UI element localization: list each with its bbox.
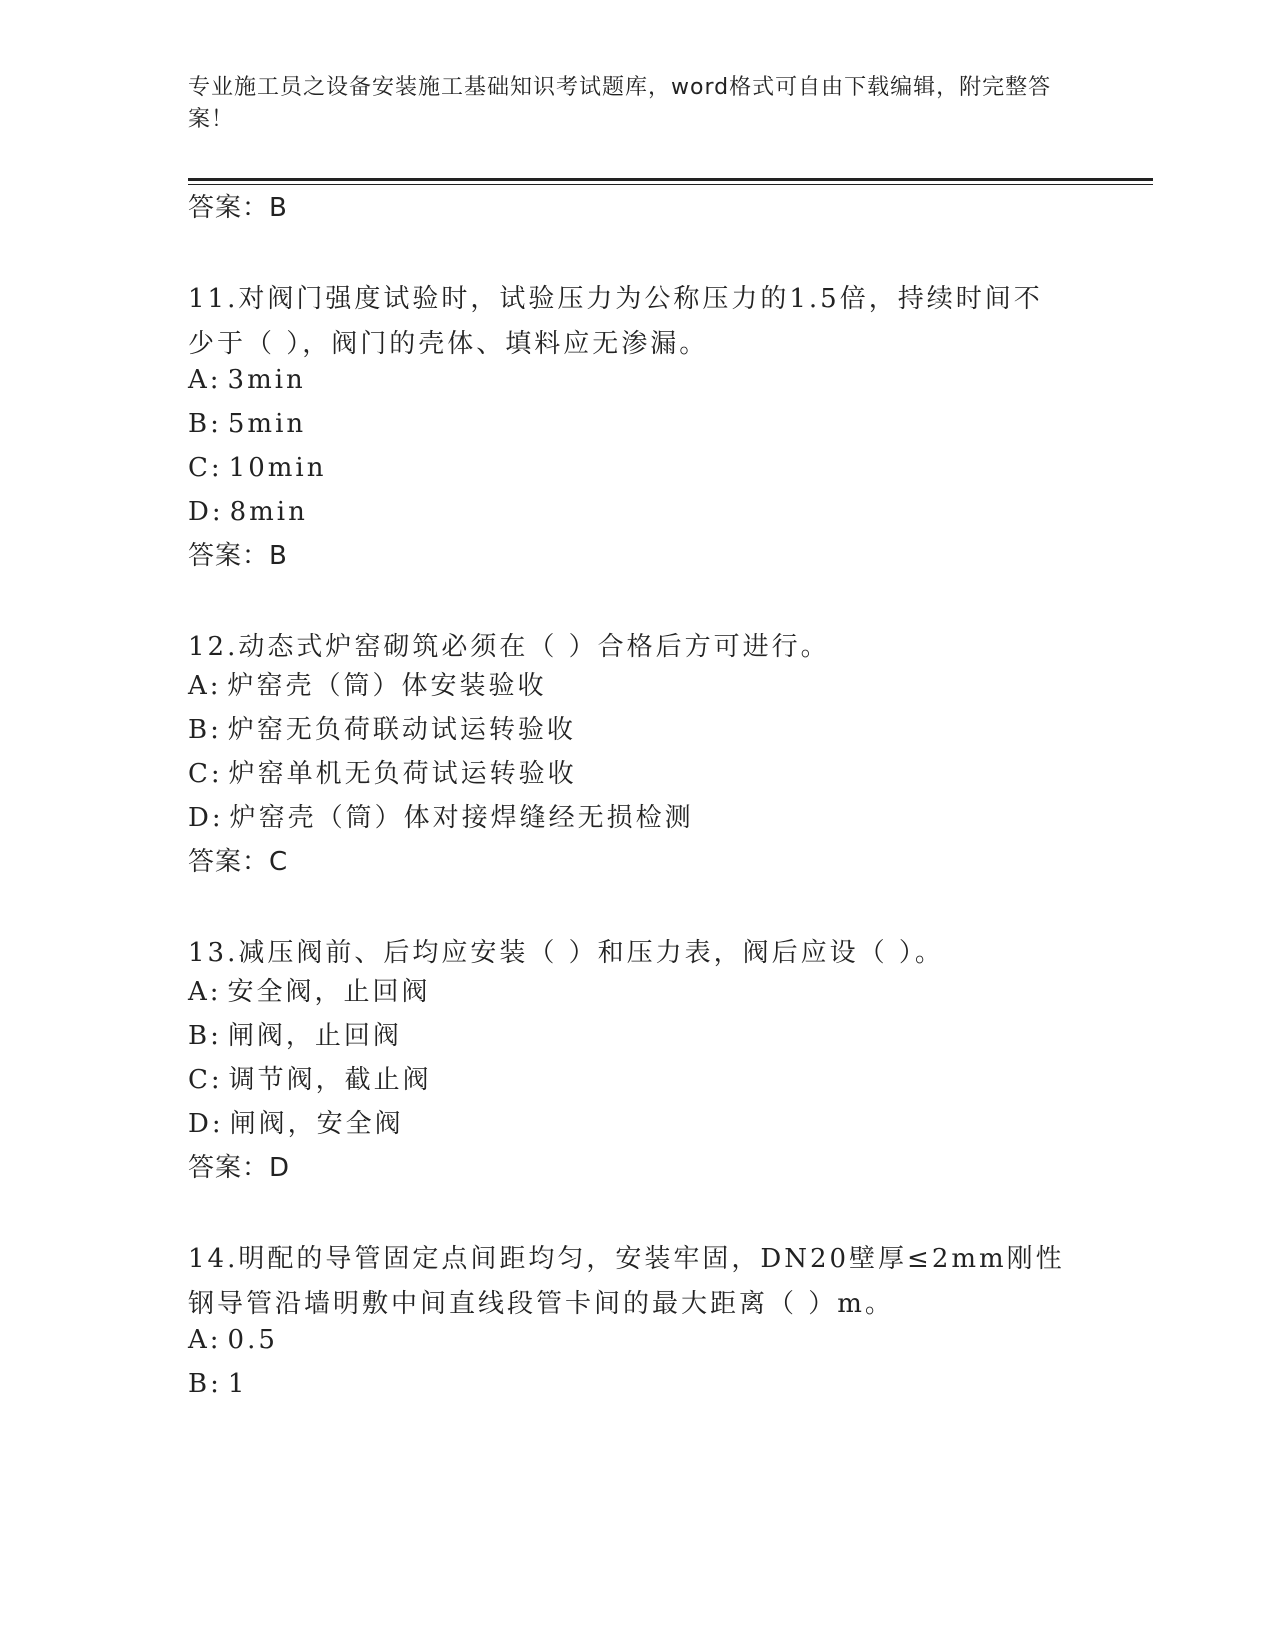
question-11-stem: 11.对阀门强度试验时，试验压力为公称压力的1.5倍，持续时间不少于（ ），阀门的壳体、填料应无渗漏。 bbox=[188, 284, 1043, 359]
question-12-option-b: B: 炉窑无负荷联动试运转验收 bbox=[188, 715, 576, 745]
question-13-option-d: D: 闸阀，安全阀 bbox=[188, 1109, 404, 1139]
question-13-option-c: C: 调节阀，截止阀 bbox=[188, 1065, 432, 1095]
question-13-option-b: B: 闸阀，止回阀 bbox=[188, 1021, 402, 1051]
document-header: 专业施工员之设备安装施工基础知识考试题库，word格式可自由下载编辑，附完整答案！ bbox=[188, 75, 1052, 132]
answer-line: 答案：B bbox=[188, 193, 288, 223]
question-12-answer: 答案：C bbox=[188, 847, 289, 877]
question-11-option-c: C: 10min bbox=[188, 453, 327, 483]
question-12-option-c: C: 炉窑单机无负荷试运转验收 bbox=[188, 759, 577, 789]
question-13-stem: 13.减压阀前、后均应安装（ ）和压力表，阀后应设（ ）。 bbox=[188, 938, 944, 968]
question-11-option-a: A: 3min bbox=[188, 365, 306, 395]
question-12-stem: 12.动态式炉窑砌筑必须在（ ）合格后方可进行。 bbox=[188, 632, 830, 662]
question-12-option-d: D: 炉窑壳（筒）体对接焊缝经无损检测 bbox=[188, 803, 694, 833]
question-13-option-a: A: 安全阀，止回阀 bbox=[188, 977, 431, 1007]
header-divider-thick bbox=[188, 178, 1153, 181]
question-14-option-b: B: 1 bbox=[188, 1369, 248, 1399]
header-divider-thin bbox=[188, 184, 1153, 185]
question-11-option-b: B: 5min bbox=[188, 409, 307, 439]
question-11-answer: 答案：B bbox=[188, 541, 288, 571]
question-14-stem: 14.明配的导管固定点间距均匀，安装牢固，DN20壁厚≤2mm刚性钢导管沿墙明敷中间直线段管卡间的最大距离（ ）m。 bbox=[188, 1244, 1065, 1319]
question-14-option-a: A: 0.5 bbox=[188, 1325, 278, 1355]
question-12-option-a: A: 炉窑壳（筒）体安装验收 bbox=[188, 671, 547, 701]
question-11-option-d: D: 8min bbox=[188, 497, 308, 527]
question-13-answer: 答案：D bbox=[188, 1153, 291, 1183]
